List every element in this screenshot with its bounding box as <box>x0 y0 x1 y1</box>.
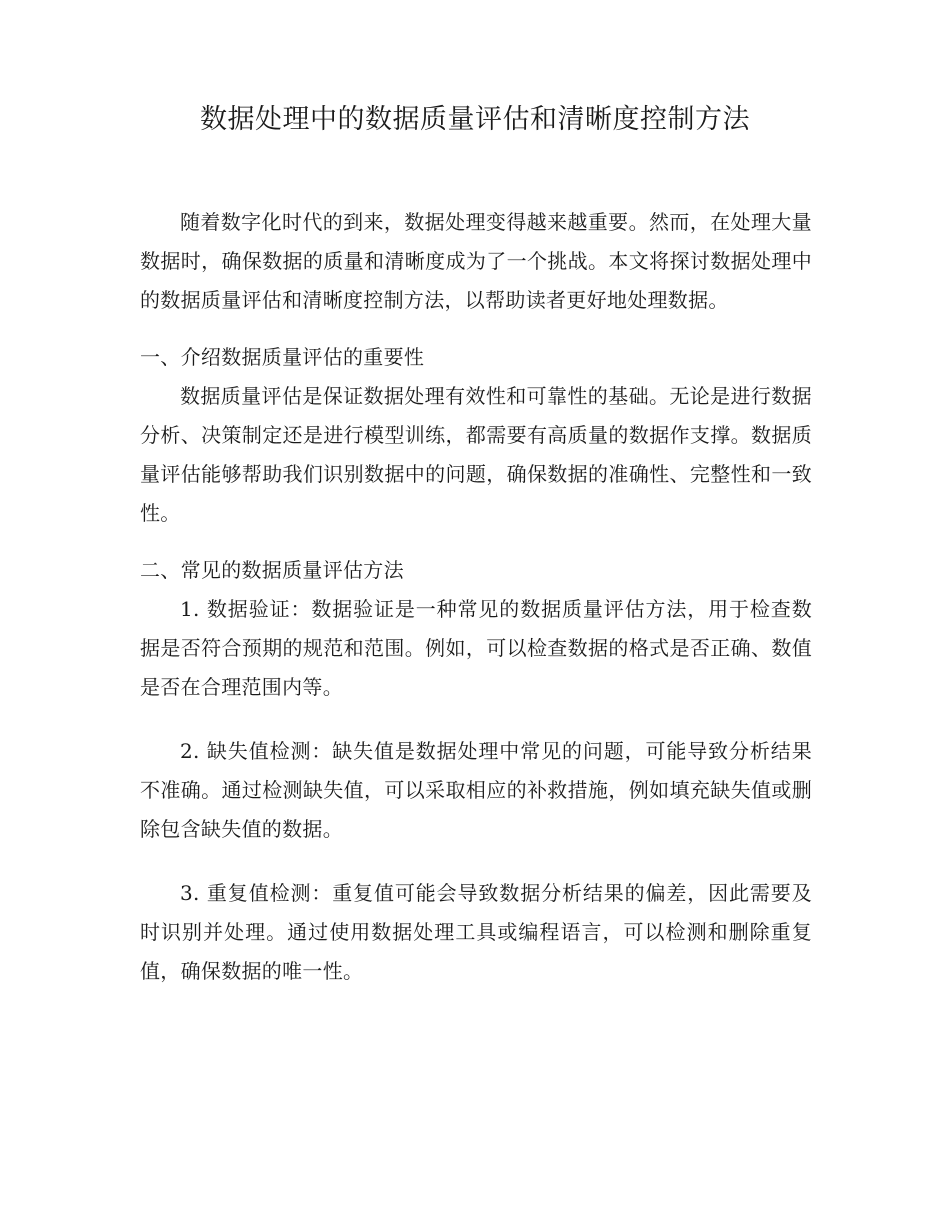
section-heading-1: 一、介绍数据质量评估的重要性 <box>140 345 425 369</box>
document-body <box>140 203 812 991</box>
page-title: 数据处理中的数据质量评估和清晰度控制方法 <box>200 104 750 135</box>
list-item-1: 1. 数据验证：数据验证是一种常见的数据质量评估方法，用于检查数据是否符合预期的规范和范围。例如，可以检查数据的格式是否正确、数值是否在合理范围内等。 <box>140 597 812 699</box>
section-heading-2: 二、常见的数据质量评估方法 <box>140 558 404 582</box>
spacer <box>140 320 812 338</box>
section-1-paragraph: 数据质量评估是保证数据处理有效性和可靠性的基础。无论是进行数据分析、决策制定还是进行模型训练，都需要有高质量的数据作支撑。数据质量评估能够帮助我们识别数据中的问题，确保数据的准确性、完整性和一致性。 <box>140 384 812 525</box>
spacer <box>140 707 812 732</box>
spacer <box>140 849 812 874</box>
list-item-3: 3. 重复值检测：重复值可能会导致数据分析结果的偏差，因此需要及时识别并处理。通过使用数据处理工具或编程语言，可以检测和删除重复值，确保数据的唯一性。 <box>140 881 812 983</box>
list-item-2: 2. 缺失值检测：缺失值是数据处理中常见的问题，可能导致分析结果不准确。通过检测缺失值，可以采取相应的补救措施，例如填充缺失值或删除包含缺失值的数据。 <box>140 739 812 841</box>
spacer <box>140 533 812 551</box>
intro-paragraph: 随着数字化时代的到来，数据处理变得越来越重要。然而，在处理大量数据时，确保数据的质量和清晰度成为了一个挑战。本文将探讨数据处理中的数据质量评估和清晰度控制方法，以帮助读者更好地处理数据。 <box>140 210 812 312</box>
